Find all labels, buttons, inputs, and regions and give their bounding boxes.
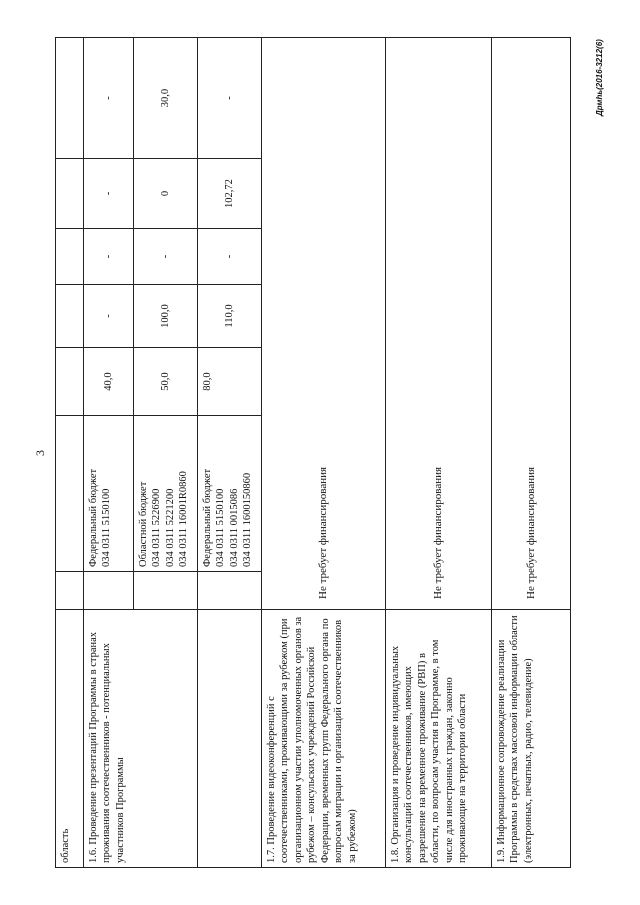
cell-2018: - [84, 229, 134, 285]
cell-2019: - [84, 159, 134, 229]
budget-line: Федеральный бюджет [202, 468, 213, 567]
cell-2020: 30,0 [134, 38, 198, 159]
cell-measure-1-8: 1.8. Организация и проведение индивидуальных консультаций соотечественников, имеющих разрешение на временное проживание (РВП) в области, по вопросам участия в Программе, в том числе для иностранных граждан, законно проживающие на территории области [386, 610, 492, 868]
cell-empty [198, 572, 262, 610]
table-row-1-9 [492, 38, 571, 868]
cell-empty [84, 572, 134, 610]
cell-empty [56, 229, 84, 285]
cell-measure-1-7: 1.7. Проведение видеоконференций с соотечественниками, проживающими за рубежом (при организационном участии уполномоченных органов за рубежом – консульских учреждений Российской Федерации, временных групп Федерального органа по вопросам миграции и организаций соотечественников за рубежом) [262, 610, 386, 868]
budget-line: 034 0311 5226900 [151, 488, 163, 567]
budget-line: Областной бюджет [138, 481, 149, 567]
cell-budget-regional [134, 416, 198, 572]
budget-line: 034 0311 16001R0860 [178, 471, 190, 567]
cell-total: 80,0 [198, 348, 262, 416]
cell-2018: - [134, 229, 198, 285]
budget-line: 034 0311 1600150860 [242, 472, 254, 567]
cell-empty [198, 610, 262, 868]
cell-total: 40,0 [84, 348, 134, 416]
cell-empty [56, 416, 84, 572]
cell-2017: 110,0 [198, 285, 262, 348]
cell-2019: 0 [134, 159, 198, 229]
cell-empty [56, 38, 84, 159]
budget-line: 034 0311 5150100 [101, 488, 113, 567]
cell-empty [56, 159, 84, 229]
page-number: 3 [33, 450, 47, 456]
cell-empty [56, 572, 84, 610]
budget-line: Федеральный бюджет [88, 468, 99, 567]
budget-line: 034 0311 0015086 [228, 488, 240, 567]
document-stamp: Дрмhь(2016-3212(6) [595, 39, 604, 116]
cell-measure-1-9: 1.9. Информационное сопровождение реализации Программы в средствах массовой информации области (электронных, печатных, радио, телевидение) [492, 610, 571, 868]
cell-no-funding: Не требует финансирования [386, 38, 492, 610]
cell-2020: - [198, 38, 262, 159]
table-row-oblast [56, 38, 84, 868]
table-row-1-6-federal [84, 38, 134, 868]
cell-oblast-label: область [56, 610, 84, 868]
table-row-federal-2 [198, 38, 262, 868]
cell-2019: 102,72 [198, 159, 262, 229]
cell-2017: - [84, 285, 134, 348]
cell-empty [56, 348, 84, 416]
cell-no-funding: Не требует финансирования [492, 38, 571, 610]
cell-budget-federal [198, 416, 262, 572]
budget-line: 034 0311 5150100 [215, 488, 227, 567]
table-row-1-8 [386, 38, 492, 868]
cell-no-funding: Не требует финансирования [262, 38, 386, 610]
program-measures-table [55, 37, 571, 868]
cell-2017: 100,0 [134, 285, 198, 348]
cell-empty [134, 572, 198, 610]
cell-empty [56, 285, 84, 348]
table-row-1-7 [262, 38, 386, 868]
cell-2020: - [84, 38, 134, 159]
cell-measure-1-6: 1.6. Проведение презентаций Программы в странах проживания соотечественников - потенциальных участников Программы [84, 610, 198, 868]
cell-total: 50,0 [134, 348, 198, 416]
budget-line: 034 0311 5221200 [164, 488, 176, 567]
rotated-document-page [33, 38, 604, 868]
cell-budget-federal [84, 416, 134, 572]
cell-2018: - [198, 229, 262, 285]
